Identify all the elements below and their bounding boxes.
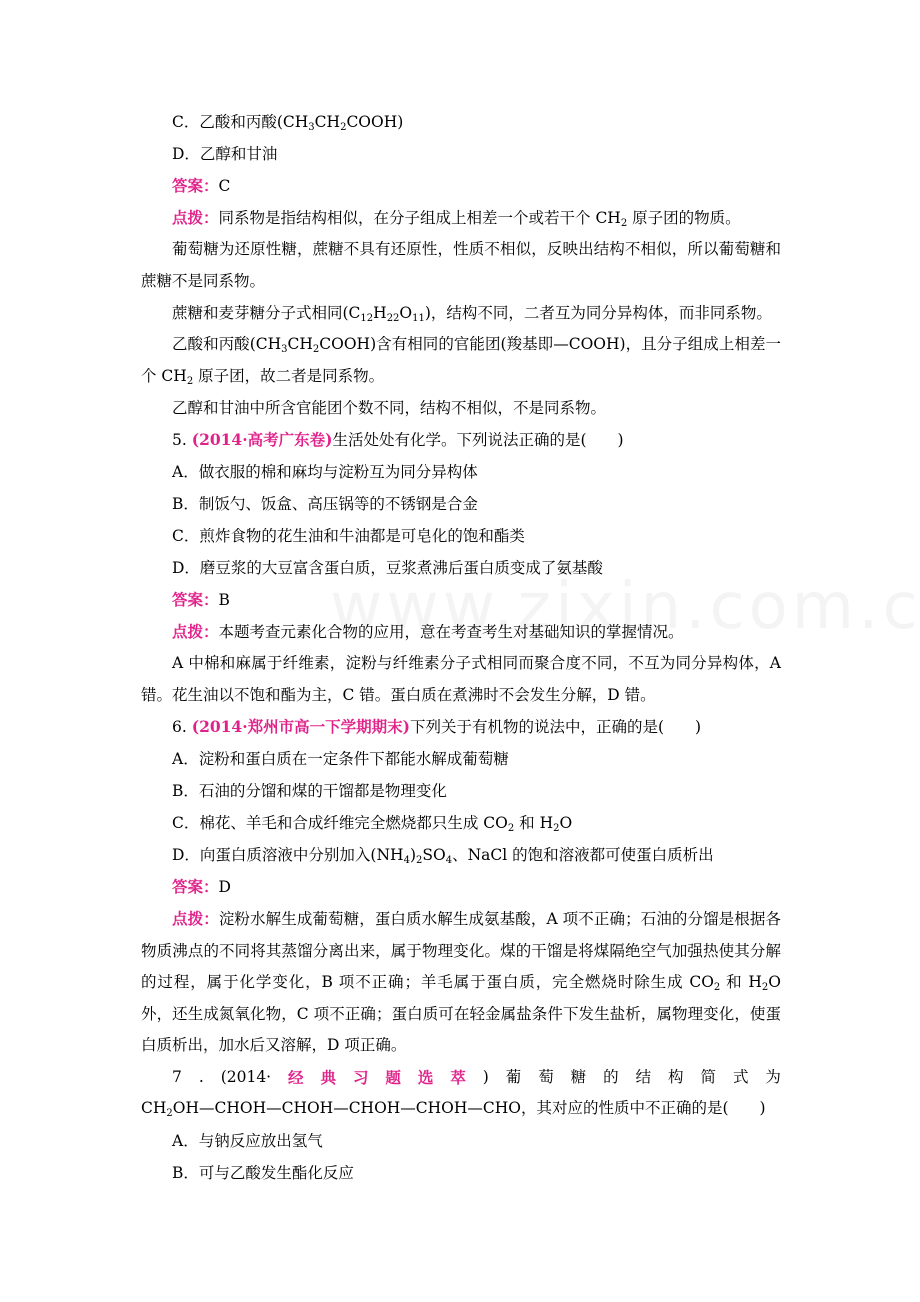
q6-option-a: A．淀粉和蛋白质在一定条件下都能水解成葡萄糖 [172, 750, 509, 768]
q6-option-c: C．棉花、羊毛和合成纤维完全燃烧都只生成 $CO_2$ 和 $H_2O$ [172, 814, 573, 834]
q4-hint: 点拨：同系物是指结构相似，在分子组成上相差一个或若干个 $CH_2$ 原子团的物质。 [172, 208, 741, 229]
q5-hint: 点拨：本题考查元素化合物的应用，意在考查考生对基础知识的掌握情况。 [172, 622, 684, 641]
q5-answer: 答案：B [172, 590, 230, 609]
q4-answer: 答案：C [172, 176, 231, 195]
document-page [141, 106, 781, 1189]
q4-explain-3: 乙酸和丙酸$(CH_3CH_2COOH)$含有相同的官能团(羧基即—COOH)，且分子组成上相差一个 $CH_2$ 原子团，故二者是同系物。 [141, 335, 781, 387]
q6-answer: 答案：D [172, 877, 231, 896]
q4-explain-4: 乙醇和甘油中所含官能团个数不同，结构不相似，不是同系物。 [172, 399, 607, 417]
q4-option-c: C．乙酸和丙酸$(CH_3CH_2COOH)$ [172, 113, 404, 133]
q5-option-d: D．磨豆浆的大豆富含蛋白质，豆浆煮沸后蛋白质变成了氨基酸 [172, 559, 603, 577]
q5-option-b: B．制饭勺、饭盒、高压锅等的不锈钢是合金 [172, 495, 478, 513]
q7-option-a: A．与钠反应放出氢气 [172, 1131, 323, 1150]
q6-option-b: B．石油的分馏和煤的干馏都是物理变化 [172, 782, 447, 800]
q7-option-b: B．可与乙酸发生酯化反应 [172, 1163, 354, 1182]
q5-option-a: A．做衣服的棉和麻均与淀粉互为同分异构体 [172, 463, 478, 481]
q6-hint: 点拨：淀粉水解生成葡萄糖，蛋白质水解生成氨基酸，A 项不正确；石油的分馏是根据各物质沸点的不同将其蒸馏分离出来，属于物理变化。煤的干馏是将煤隔绝空气加强热使其分解的过程，属于化学变化，B 项不正确；羊毛属于蛋白质，完全燃烧时除生成 $CO_2$ 和 $H_2O$ 外，还生成氮氧化物，C 项不正确；蛋白质可在轻金属盐条件下发生盐析，属物理变化，使蛋白质析出，加水后又溶解，D 项正确。 [141, 909, 781, 1054]
q5-explain: A 中棉和麻属于纤维素，淀粉与纤维素分子式相同而聚合度不同，不互为同分异构体，A 错。花生油以不饱和酯为主，C 错。蛋白质在煮沸时不会发生分解，D 错。 [141, 654, 781, 704]
q5-option-c: C．煎炸食物的花生油和牛油都是可皂化的饱和酯类 [172, 527, 525, 545]
q4-option-d: D．乙醇和甘油 [172, 145, 278, 163]
q4-explain-1: 葡萄糖为还原性糖，蔗糖不具有还原性，性质不相似，反映出结构不相似，所以葡萄糖和蔗糖不是同系物。 [141, 240, 781, 290]
q4-explain-2: 蔗糖和麦芽糖分子式相同$(C_{12}H_{22}O_{11})$，结构不同，二者互为同分异构体，而非同系物。 [172, 304, 772, 324]
q6-option-d: D．向蛋白质溶液中分别加入$(NH_4)_2SO_4$、NaCl 的饱和溶液都可使蛋白质析出 [172, 846, 714, 866]
q7-stem: 7 . (2014· 经 典 习 题 选 萃 ) 葡 萄 糖 的 结 构 简 式 为 $CH_2OH—CHOH—CHOH—CHOH—CHOH—CHO$，其对应的性质中不正确的是( ) [141, 1067, 781, 1119]
q5-stem: 5. (2014·高考广东卷)生活处处有化学。下列说法正确的是( ) [172, 430, 624, 449]
q6-stem: 6. (2014·郑州市高一下学期期末)下列关于有机物的说法中，正确的是( ) [172, 717, 702, 736]
